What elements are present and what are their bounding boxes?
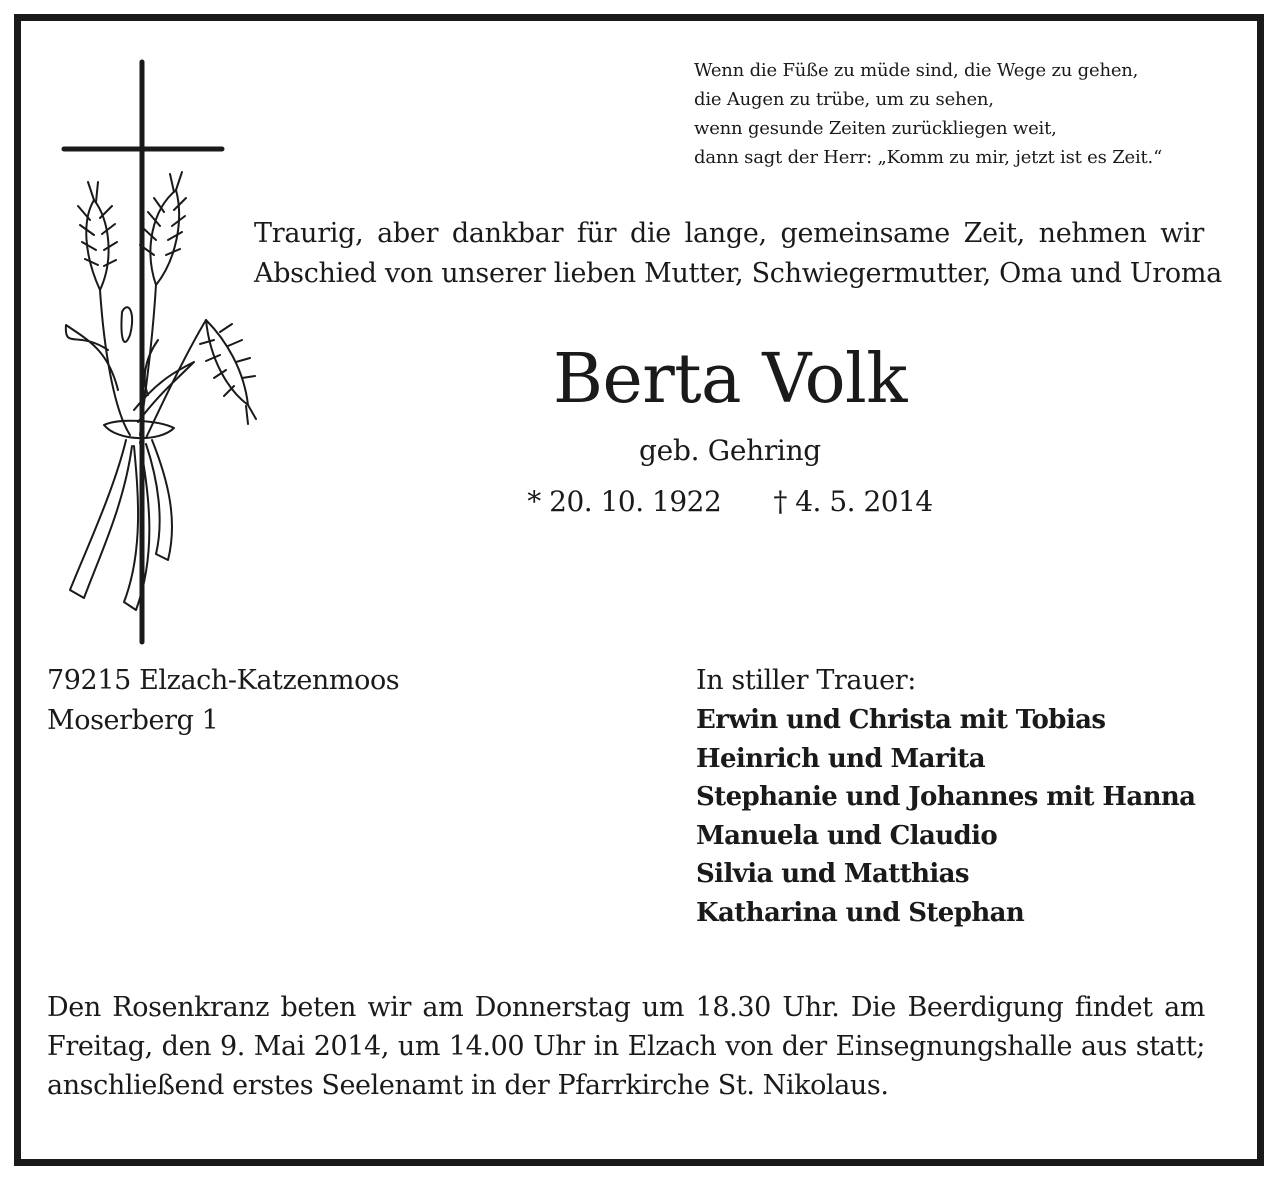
mourners-list	[696, 701, 1216, 932]
mourner-name: Silvia und Matthias	[696, 859, 969, 889]
deceased-name: Berta Volk	[553, 340, 907, 419]
mourners	[696, 661, 1216, 932]
intro-line: Abschied von unserer lieben Mutter, Schwiegermutter, Oma und Uroma	[254, 258, 1222, 289]
notice-line: Den Rosenkranz beten wir am Donnerstag um 18.30 Uhr. Die Beerdigung findet am	[47, 992, 1205, 1023]
intro-text	[254, 214, 1222, 294]
mourner-name: Katharina und Stephan	[696, 897, 1025, 928]
intro-line: Traurig, aber dankbar für die lange, gemeinsame Zeit, nehmen wir	[254, 218, 1204, 249]
poem-line: Wenn die Füße zu müde sind, die Wege zu gehen,	[694, 60, 1139, 81]
mourner-name: Heinrich und Marita	[696, 743, 985, 774]
address-line-street: Moserberg 1	[47, 705, 219, 736]
mourner-name: Stephanie und Johannes mit Hanna	[696, 782, 1196, 812]
mourner-name: Erwin und Christa mit Tobias	[696, 705, 1106, 735]
life-dates	[380, 482, 1080, 522]
birth-date: * 20. 10. 1922	[527, 485, 722, 518]
notice-line: Freitag, den 9. Mai 2014, um 14.00 Uhr in Elzach von der Einsegnungshalle aus statt;	[47, 1031, 1205, 1062]
mourner-name: Manuela und Claudio	[696, 820, 998, 851]
address	[47, 661, 399, 741]
mourners-label: In stiller Trauer:	[696, 665, 916, 696]
notice-line: anschließend erstes Seelenamt in der Pfarrkirche St. Nikolaus.	[47, 1070, 889, 1101]
poem-line: die Augen zu trübe, um zu sehen,	[694, 89, 994, 110]
address-line-city: 79215 Elzach-Katzenmoos	[47, 665, 400, 696]
funeral-notice	[47, 988, 1205, 1105]
maiden-name: geb. Gehring	[639, 434, 821, 467]
poem-line: dann sagt der Herr: „Komm zu mir, jetzt ist es Zeit.“	[694, 147, 1163, 168]
cross-with-wheat-icon	[48, 50, 268, 650]
poem-line: wenn gesunde Zeiten zurückliegen weit,	[694, 118, 1057, 139]
death-date: † 4. 5. 2014	[773, 485, 933, 518]
poem	[694, 56, 1234, 172]
